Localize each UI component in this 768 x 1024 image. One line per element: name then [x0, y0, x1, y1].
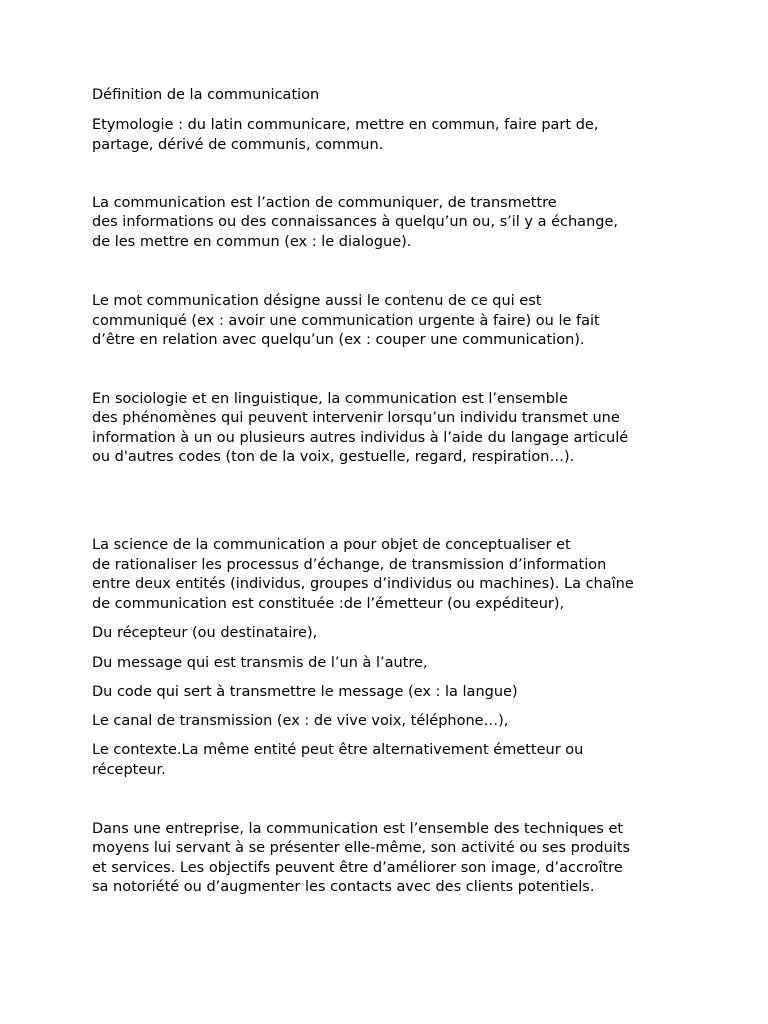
chain-item-channel: Le canal de transmission (ex : de vive voix, téléphone…),	[92, 713, 509, 729]
paragraph-4-line-3: entre deux entités (individus, groupes d’individus ou machines). La chaîne	[92, 576, 634, 592]
paragraph-3-line-2: des phénomènes qui peuvent intervenir lorsqu’un individu transmet une	[92, 410, 620, 426]
context-line-1: Le contexte.La même entité peut être alternativement émetteur ou	[92, 742, 584, 758]
paragraph-2-line-1: Le mot communication désigne aussi le contenu de ce qui est	[92, 293, 542, 309]
paragraph-3-line-1: En sociologie et en linguistique, la communication est l’ensemble	[92, 391, 568, 407]
paragraph-1-line-2: des informations ou des connaissances à quelqu’un ou, s’il y a échange,	[92, 214, 618, 230]
paragraph-5-line-3: et services. Les objectifs peuvent être d’améliorer son image, d’accroître	[92, 860, 623, 876]
paragraph-5-line-1: Dans une entreprise, la communication est l’ensemble des techniques et	[92, 821, 624, 837]
paragraph-1-line-3: de les mettre en commun (ex : le dialogue).	[92, 234, 412, 250]
chain-item-receiver: Du récepteur (ou destinataire),	[92, 625, 318, 641]
chain-item-code: Du code qui sert à transmettre le message (ex : la langue)	[92, 684, 518, 700]
context-line-2: récepteur.	[92, 762, 166, 778]
paragraph-5-line-4: sa notoriété ou d’augmenter les contacts avec des clients potentiels.	[92, 879, 595, 895]
etymology-line-2: partage, dérivé de communis, commun.	[92, 137, 384, 153]
paragraph-4-line-2: de rationaliser les processus d’échange, de transmission d’information	[92, 557, 607, 573]
document-title: Définition de la communication	[92, 87, 320, 103]
paragraph-3-line-3: information à un ou plusieurs autres individus à l’aide du langage articulé	[92, 430, 629, 446]
paragraph-2-line-3: d’être en relation avec quelqu’un (ex : couper une communication).	[92, 332, 585, 348]
paragraph-4-line-4: de communication est constituée :de l’émetteur (ou expéditeur),	[92, 596, 565, 612]
chain-item-message: Du message qui est transmis de l’un à l’autre,	[92, 655, 428, 671]
paragraph-4-line-1: La science de la communication a pour objet de conceptualiser et	[92, 537, 571, 553]
paragraph-3-line-4: ou d'autres codes (ton de la voix, gestuelle, regard, respiration…).	[92, 449, 575, 465]
etymology-line-1: Etymologie : du latin communicare, mettre en commun, faire part de,	[92, 117, 599, 133]
paragraph-5-line-2: moyens lui servant à se présenter elle-même, son activité ou ses produits	[92, 840, 631, 856]
paragraph-2-line-2: communiqué (ex : avoir une communication urgente à faire) ou le fait	[92, 313, 600, 329]
paragraph-1-line-1: La communication est l’action de communiquer, de transmettre	[92, 195, 557, 211]
